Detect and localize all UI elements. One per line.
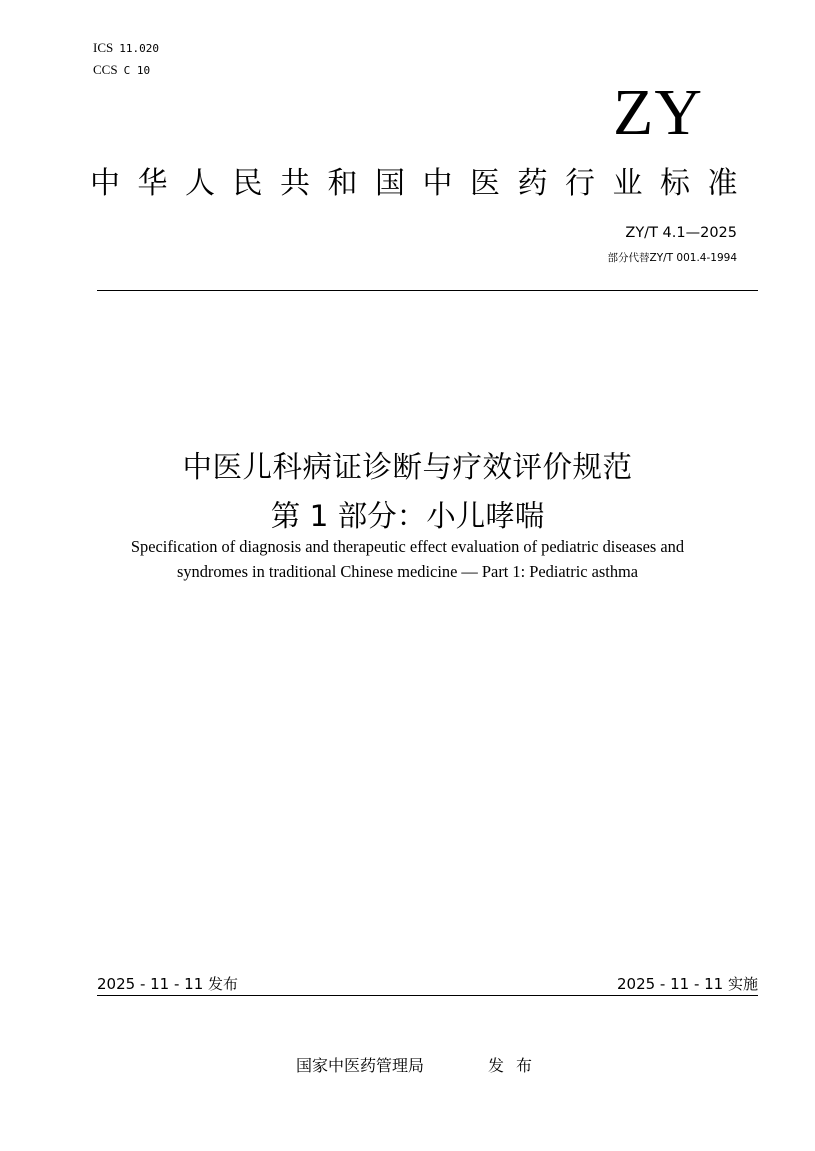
ccs-code: C 10 bbox=[123, 64, 151, 77]
implementation-date: 2025 - 11 - 11 实施 bbox=[616, 975, 758, 993]
publisher-name: 国家中医药管理局 bbox=[296, 1056, 425, 1075]
title-chinese-line1: 中医儿科病证诊断与疗效评价规范 bbox=[182, 450, 633, 484]
issue-date: 2025 - 11 - 11 发布 bbox=[97, 975, 239, 993]
ccs-label: CCS bbox=[93, 62, 118, 77]
title-english-line1: Specification of diagnosis and therapeutic effect evaluation of pediatric diseases and bbox=[130, 537, 685, 556]
footer-divider bbox=[97, 995, 758, 996]
title-english-line2: syndromes in traditional Chinese medicine — Part 1: Pediatric asthma bbox=[176, 562, 639, 581]
header-divider bbox=[97, 290, 758, 291]
industry-standard-title: 中华人民共和国中医药行业标准 bbox=[90, 166, 755, 201]
ccs-classification bbox=[93, 62, 150, 78]
title-chinese-line2: 第 1 部分：小儿哮喘 bbox=[270, 499, 545, 533]
zy-logo: ZY bbox=[613, 76, 703, 149]
publish-label: 发布 bbox=[488, 1056, 545, 1075]
standard-number: ZY/T 4.1—2025 bbox=[625, 225, 737, 241]
ics-code: 11.020 bbox=[119, 42, 159, 55]
standard-replaces: 部分代替ZY/T 001.4-1994 bbox=[607, 252, 737, 264]
ics-label: ICS bbox=[93, 40, 114, 55]
ics-classification bbox=[93, 40, 159, 56]
